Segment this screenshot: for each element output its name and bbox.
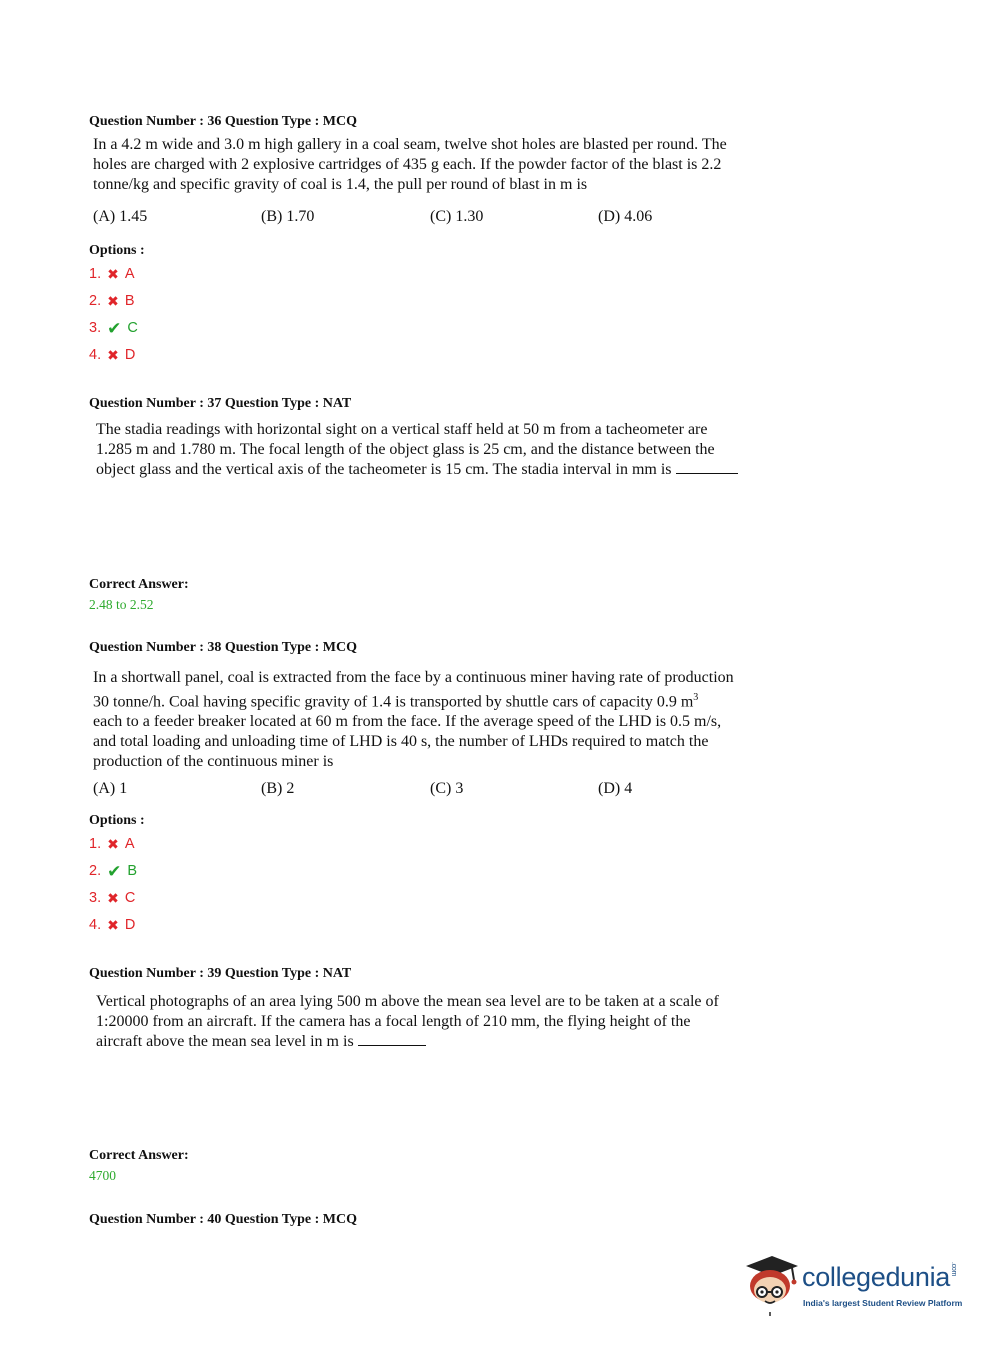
q38-choice-c: (C) 3 — [430, 780, 464, 797]
q38-header: Question Number : 38 Question Type : MCQ — [89, 640, 357, 655]
option-number: 4. — [89, 917, 102, 933]
q39-answer-value: 4700 — [89, 1168, 116, 1183]
brand-suffix: .com — [950, 1262, 958, 1276]
q39-line: aircraft above the mean sea level in m is — [96, 1033, 354, 1050]
option-row — [89, 318, 138, 338]
option-row — [89, 345, 138, 365]
q37-line: 1.285 m and 1.780 m. The focal length of the object glass is 25 cm, and the distance between the — [96, 441, 715, 458]
option-number: 1. — [89, 836, 102, 852]
q38-line: and total loading and unloading time of LHD is 40 s, the number of LHDs required to match the — [93, 733, 709, 751]
option-letter: B — [124, 293, 135, 309]
cross-icon: ✖ — [107, 347, 119, 363]
q39-line-last — [96, 1032, 795, 1052]
option-letter: C — [127, 320, 138, 336]
q36-choice-a: (A) 1.45 — [93, 208, 148, 225]
option-letter: A — [124, 836, 135, 852]
q39-answer-label: Correct Answer: — [89, 1148, 189, 1163]
option-number: 4. — [89, 347, 102, 363]
option-row — [89, 861, 137, 881]
q36-line: holes are charged with 2 explosive cartridges of 435 g each. If the powder factor of the blast is 2.2 — [93, 156, 722, 173]
option-row — [89, 264, 138, 284]
q39-header: Question Number : 39 Question Type : NAT — [89, 966, 352, 981]
q36-text — [93, 135, 795, 195]
q37-line: The stadia readings with horizontal sight on a vertical staff held at 50 m from a tacheometer are — [96, 421, 708, 438]
brand-tagline: India's largest Student Review Platform — [803, 1298, 963, 1308]
q36-choice-d: (D) 4.06 — [598, 208, 653, 225]
option-number: 2. — [89, 863, 102, 879]
option-letter: D — [124, 347, 136, 363]
answer-blank — [676, 472, 738, 474]
check-icon: ✔ — [107, 318, 122, 338]
option-letter: B — [127, 863, 138, 879]
cross-icon: ✖ — [107, 890, 119, 906]
q38-choice-b: (B) 2 — [261, 780, 295, 797]
q36-options-label: Options : — [89, 243, 145, 258]
q38-line: In a shortwall panel, coal is extracted from the face by a continuous miner having rate of production — [93, 669, 734, 686]
q36-choice-b: (B) 1.70 — [261, 208, 315, 225]
option-number: 2. — [89, 293, 102, 309]
q36-line: In a 4.2 m wide and 3.0 m high gallery in a coal seam, twelve shot holes are blasted per round. The — [93, 136, 727, 153]
option-number: 3. — [89, 320, 102, 336]
option-letter: C — [124, 890, 136, 906]
q37-line: object glass and the vertical axis of the tacheometer is 15 cm. The stadia interval in mm is — [96, 461, 672, 478]
q39-line: 1:20000 from an aircraft. If the camera has a focal length of 210 mm, the flying height of the — [96, 1013, 691, 1030]
q39-line: Vertical photographs of an area lying 500 m above the mean sea level are to be taken at a scale of — [96, 993, 719, 1010]
check-icon: ✔ — [107, 861, 122, 881]
option-number: 1. — [89, 266, 102, 282]
q38-line: 30 tonne/h. Coal having specific gravity of 1.4 is transported by shuttle cars of capacity 0.9 m — [93, 693, 694, 711]
option-number: 3. — [89, 890, 102, 906]
option-letter: D — [124, 917, 136, 933]
option-row — [89, 888, 137, 908]
q37-line-last — [96, 460, 795, 480]
cross-icon: ✖ — [107, 266, 119, 282]
q38-text — [93, 668, 793, 772]
option-letter: A — [124, 266, 135, 282]
answer-blank — [358, 1044, 426, 1046]
option-row — [89, 915, 137, 935]
q40-header: Question Number : 40 Question Type : MCQ — [89, 1212, 357, 1227]
q36-choice-c: (C) 1.30 — [430, 208, 484, 225]
brand-name — [802, 1262, 957, 1293]
option-row — [89, 291, 138, 311]
q36-options-list — [89, 264, 138, 365]
q38-line: production of the continuous miner is — [93, 753, 334, 771]
q37-header: Question Number : 37 Question Type : NAT — [89, 396, 352, 411]
q37-answer-label: Correct Answer: — [89, 577, 189, 592]
q38-line: each to a feeder breaker located at 60 m from the face. If the average speed of the LHD is 0.5 m/s, — [93, 713, 722, 731]
superscript: 3 — [693, 692, 699, 703]
q38-options-list — [89, 834, 137, 935]
q37-answer-value: 2.48 to 2.52 — [89, 597, 154, 612]
q36-line: tonne/kg and specific gravity of coal is 1.4, the pull per round of blast in m is — [93, 176, 588, 193]
brand-name-text: collegedunia — [802, 1262, 951, 1292]
mascot-icon — [740, 1250, 802, 1316]
cross-icon: ✖ — [107, 917, 119, 933]
q39-text — [96, 992, 795, 1052]
option-row — [89, 834, 137, 854]
q38-options-label: Options : — [89, 813, 145, 828]
cross-icon: ✖ — [107, 293, 119, 309]
q36-header: Question Number : 36 Question Type : MCQ — [89, 114, 357, 129]
q38-choice-a: (A) 1 — [93, 780, 128, 797]
q38-line-2 — [93, 688, 793, 712]
q38-choice-d: (D) 4 — [598, 780, 633, 797]
cross-icon: ✖ — [107, 836, 119, 852]
brand-logo — [740, 1250, 975, 1320]
q37-text — [96, 420, 795, 480]
